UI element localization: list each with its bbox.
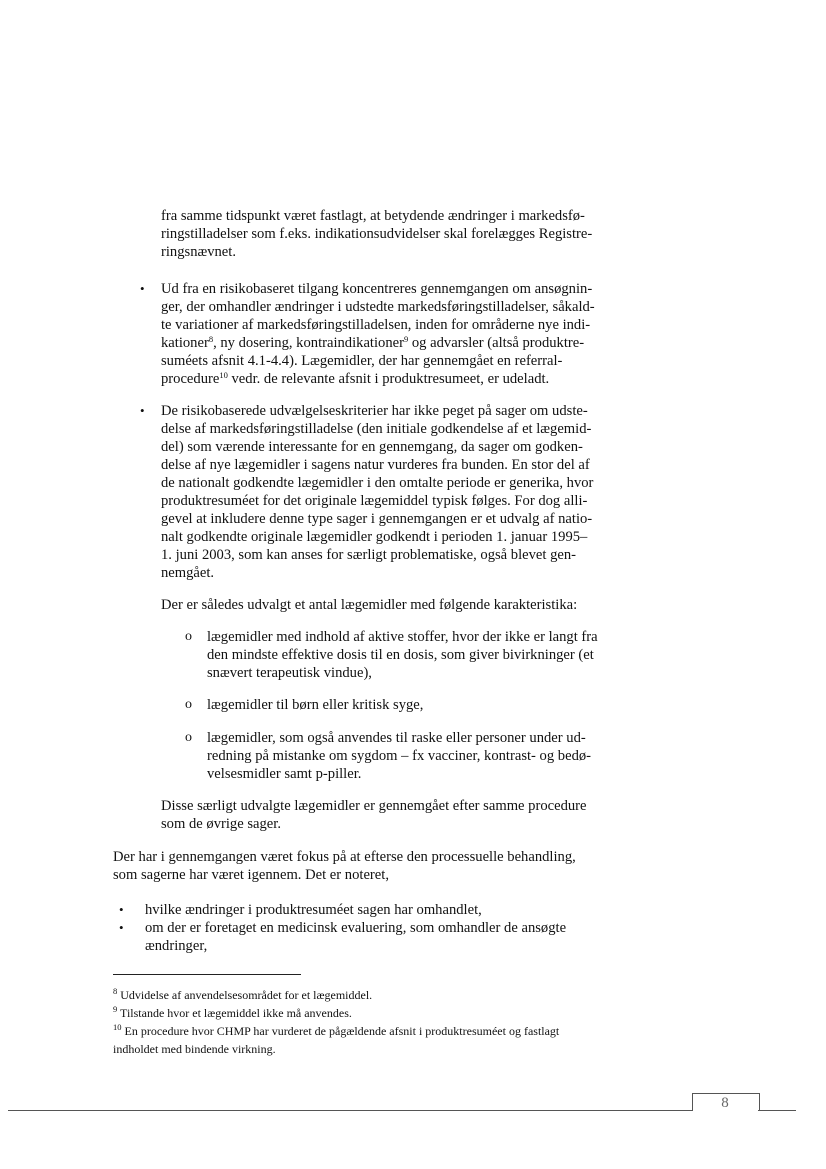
footnote-number: 10 xyxy=(113,1022,122,1032)
focus-paragraph xyxy=(113,848,576,884)
footnote-text: Tilstande hvor et lægemiddel ikke må anvendes. xyxy=(117,1006,352,1020)
text-line: lægemidler, som også anvendes til raske eller personer under ud- xyxy=(207,730,586,746)
bullet-icon: • xyxy=(140,281,145,296)
text-line: velsesmidler samt p-piller. xyxy=(207,766,362,782)
text-line: som de øvrige sager. xyxy=(161,816,281,832)
footnote-number: 8 xyxy=(113,986,118,996)
characteristics-intro xyxy=(161,596,577,614)
footnote-number: 9 xyxy=(113,1004,118,1014)
footer-rule-right xyxy=(758,1110,796,1111)
text-line: Disse særligt udvalgte lægemidler er gennemgået efter samme procedure xyxy=(161,798,587,814)
text-line: lægemidler med indhold af aktive stoffer, hvor der ikke er langt fra xyxy=(207,629,598,645)
text-line: Der er således udvalgt et antal lægemidler med følgende karakteristika: xyxy=(161,597,578,613)
text-line xyxy=(161,370,595,388)
footnote-10-continued: indholdet med bindende virkning. xyxy=(113,1042,276,1056)
footnote-text: Udvidelse af anvendelsesområdet for et lægemiddel. xyxy=(117,988,373,1002)
footnote-9 xyxy=(113,1005,352,1021)
text-line: snævert terapeutisk vindue), xyxy=(207,665,372,681)
text-line: lægemidler til børn eller kritisk syge, xyxy=(207,697,424,713)
text-span: procedure xyxy=(161,371,220,387)
text-line: te variationer af markedsføringstilladelsen, inden for områderne nye indi- xyxy=(161,317,591,333)
sub-bullet-narrow-window xyxy=(207,628,598,682)
footer-rule-left xyxy=(8,1110,692,1111)
text-line: om der er foretaget en medicinsk evaluering, som omhandler de ansøgte xyxy=(145,920,567,936)
special-note-paragraph xyxy=(161,797,587,833)
text-line: suméets afsnit 4.1-4.4). Lægemidler, der har gennemgået en referral- xyxy=(161,353,563,369)
text-line: som sagerne har været igennem. Det er noteret, xyxy=(113,867,389,883)
text-line xyxy=(161,334,595,352)
bullet-icon: • xyxy=(119,920,124,935)
sub-bullet-children xyxy=(207,696,423,714)
sub-bullet-healthy-persons xyxy=(207,729,591,783)
text-line: den mindste effektive dosis til en dosis, som giver bivirkninger (et xyxy=(207,647,594,663)
text-line: redning på mistanke om sygdom – fx vacciner, kontrast- og bedø- xyxy=(207,748,592,764)
text-span: kationer xyxy=(161,335,209,351)
text-span: og advarsler (altså produktre- xyxy=(408,335,585,351)
bullet-icon: • xyxy=(140,403,145,418)
bullet-icon: • xyxy=(119,902,124,917)
text-span: vedr. de relevante afsnit i produktresumeet, er udeladt. xyxy=(227,371,550,387)
text-line: delse af markedsføringstilladelse (den initiale godkendelse af et lægemid- xyxy=(161,421,592,437)
text-line: De risikobaserede udvælgelseskriterier har ikke peget på sager om udste- xyxy=(161,403,588,419)
footnote-separator xyxy=(113,974,301,975)
text-line: delse af nye lægemidler i sagens natur vurderes fra bunden. En stor del af xyxy=(161,457,590,473)
page-number: 8 xyxy=(721,1095,729,1111)
circle-bullet-icon: o xyxy=(185,697,192,712)
final-bullet-changes xyxy=(145,901,482,919)
text-line: de nationalt godkendte lægemidler i den omtalte periode er generika, hvor xyxy=(161,475,594,491)
text-line: nemgået. xyxy=(161,565,215,581)
text-line: ger, der omhandler ændringer i udstedte markedsføringstilladelser, såkald- xyxy=(161,299,595,315)
text-line: ringstilladelser som f.eks. indikationsudvidelser skal forelægges Registre- xyxy=(161,226,593,242)
text-line: ændringer, xyxy=(145,938,208,954)
footnote-ref-8[interactable]: 8 xyxy=(208,334,214,344)
text-line: nalt godkendte originale lægemidler godkendt i perioden 1. januar 1995– xyxy=(161,529,588,545)
final-bullet-evaluation xyxy=(145,919,566,955)
text-span: , ny dosering, kontraindikationer xyxy=(213,335,404,351)
text-line: gevel at inkludere denne type sager i gennemgangen er et udvalg af natio- xyxy=(161,511,593,527)
footnote-10 xyxy=(113,1023,559,1039)
circle-bullet-icon: o xyxy=(185,629,192,644)
text-line: Ud fra en risikobaseret tilgang koncentreres gennemgangen om ansøgnin- xyxy=(161,281,593,297)
footnote-8 xyxy=(113,987,372,1003)
text-line: fra samme tidspunkt været fastlagt, at betydende ændringer i markedsfø- xyxy=(161,208,585,224)
text-line: produktresuméet for det originale lægemiddel typisk følges. For dog alli- xyxy=(161,493,588,509)
text-line: ringsnævnet. xyxy=(161,244,236,260)
intro-paragraph xyxy=(161,207,592,261)
bullet-item-risk-based xyxy=(161,280,595,388)
footnote-text: En procedure hvor CHMP har vurderet de pågældende afsnit i produktresuméet og fastlagt xyxy=(121,1024,560,1038)
text-line: Der har i gennemgangen været fokus på at efterse den processuelle behandling, xyxy=(113,849,576,865)
text-line: hvilke ændringer i produktresuméet sagen har omhandlet, xyxy=(145,902,482,918)
circle-bullet-icon: o xyxy=(185,730,192,745)
footnote-ref-10[interactable]: 10 xyxy=(219,370,228,380)
text-line: del) som værende interessante for en gennemgang, da sager om godken- xyxy=(161,439,583,455)
footnote-ref-9[interactable]: 9 xyxy=(403,334,409,344)
text-line: 1. juni 2003, som kan anses for særligt problematiske, også blevet gen- xyxy=(161,547,577,563)
bullet-item-selection-criteria xyxy=(161,402,593,582)
